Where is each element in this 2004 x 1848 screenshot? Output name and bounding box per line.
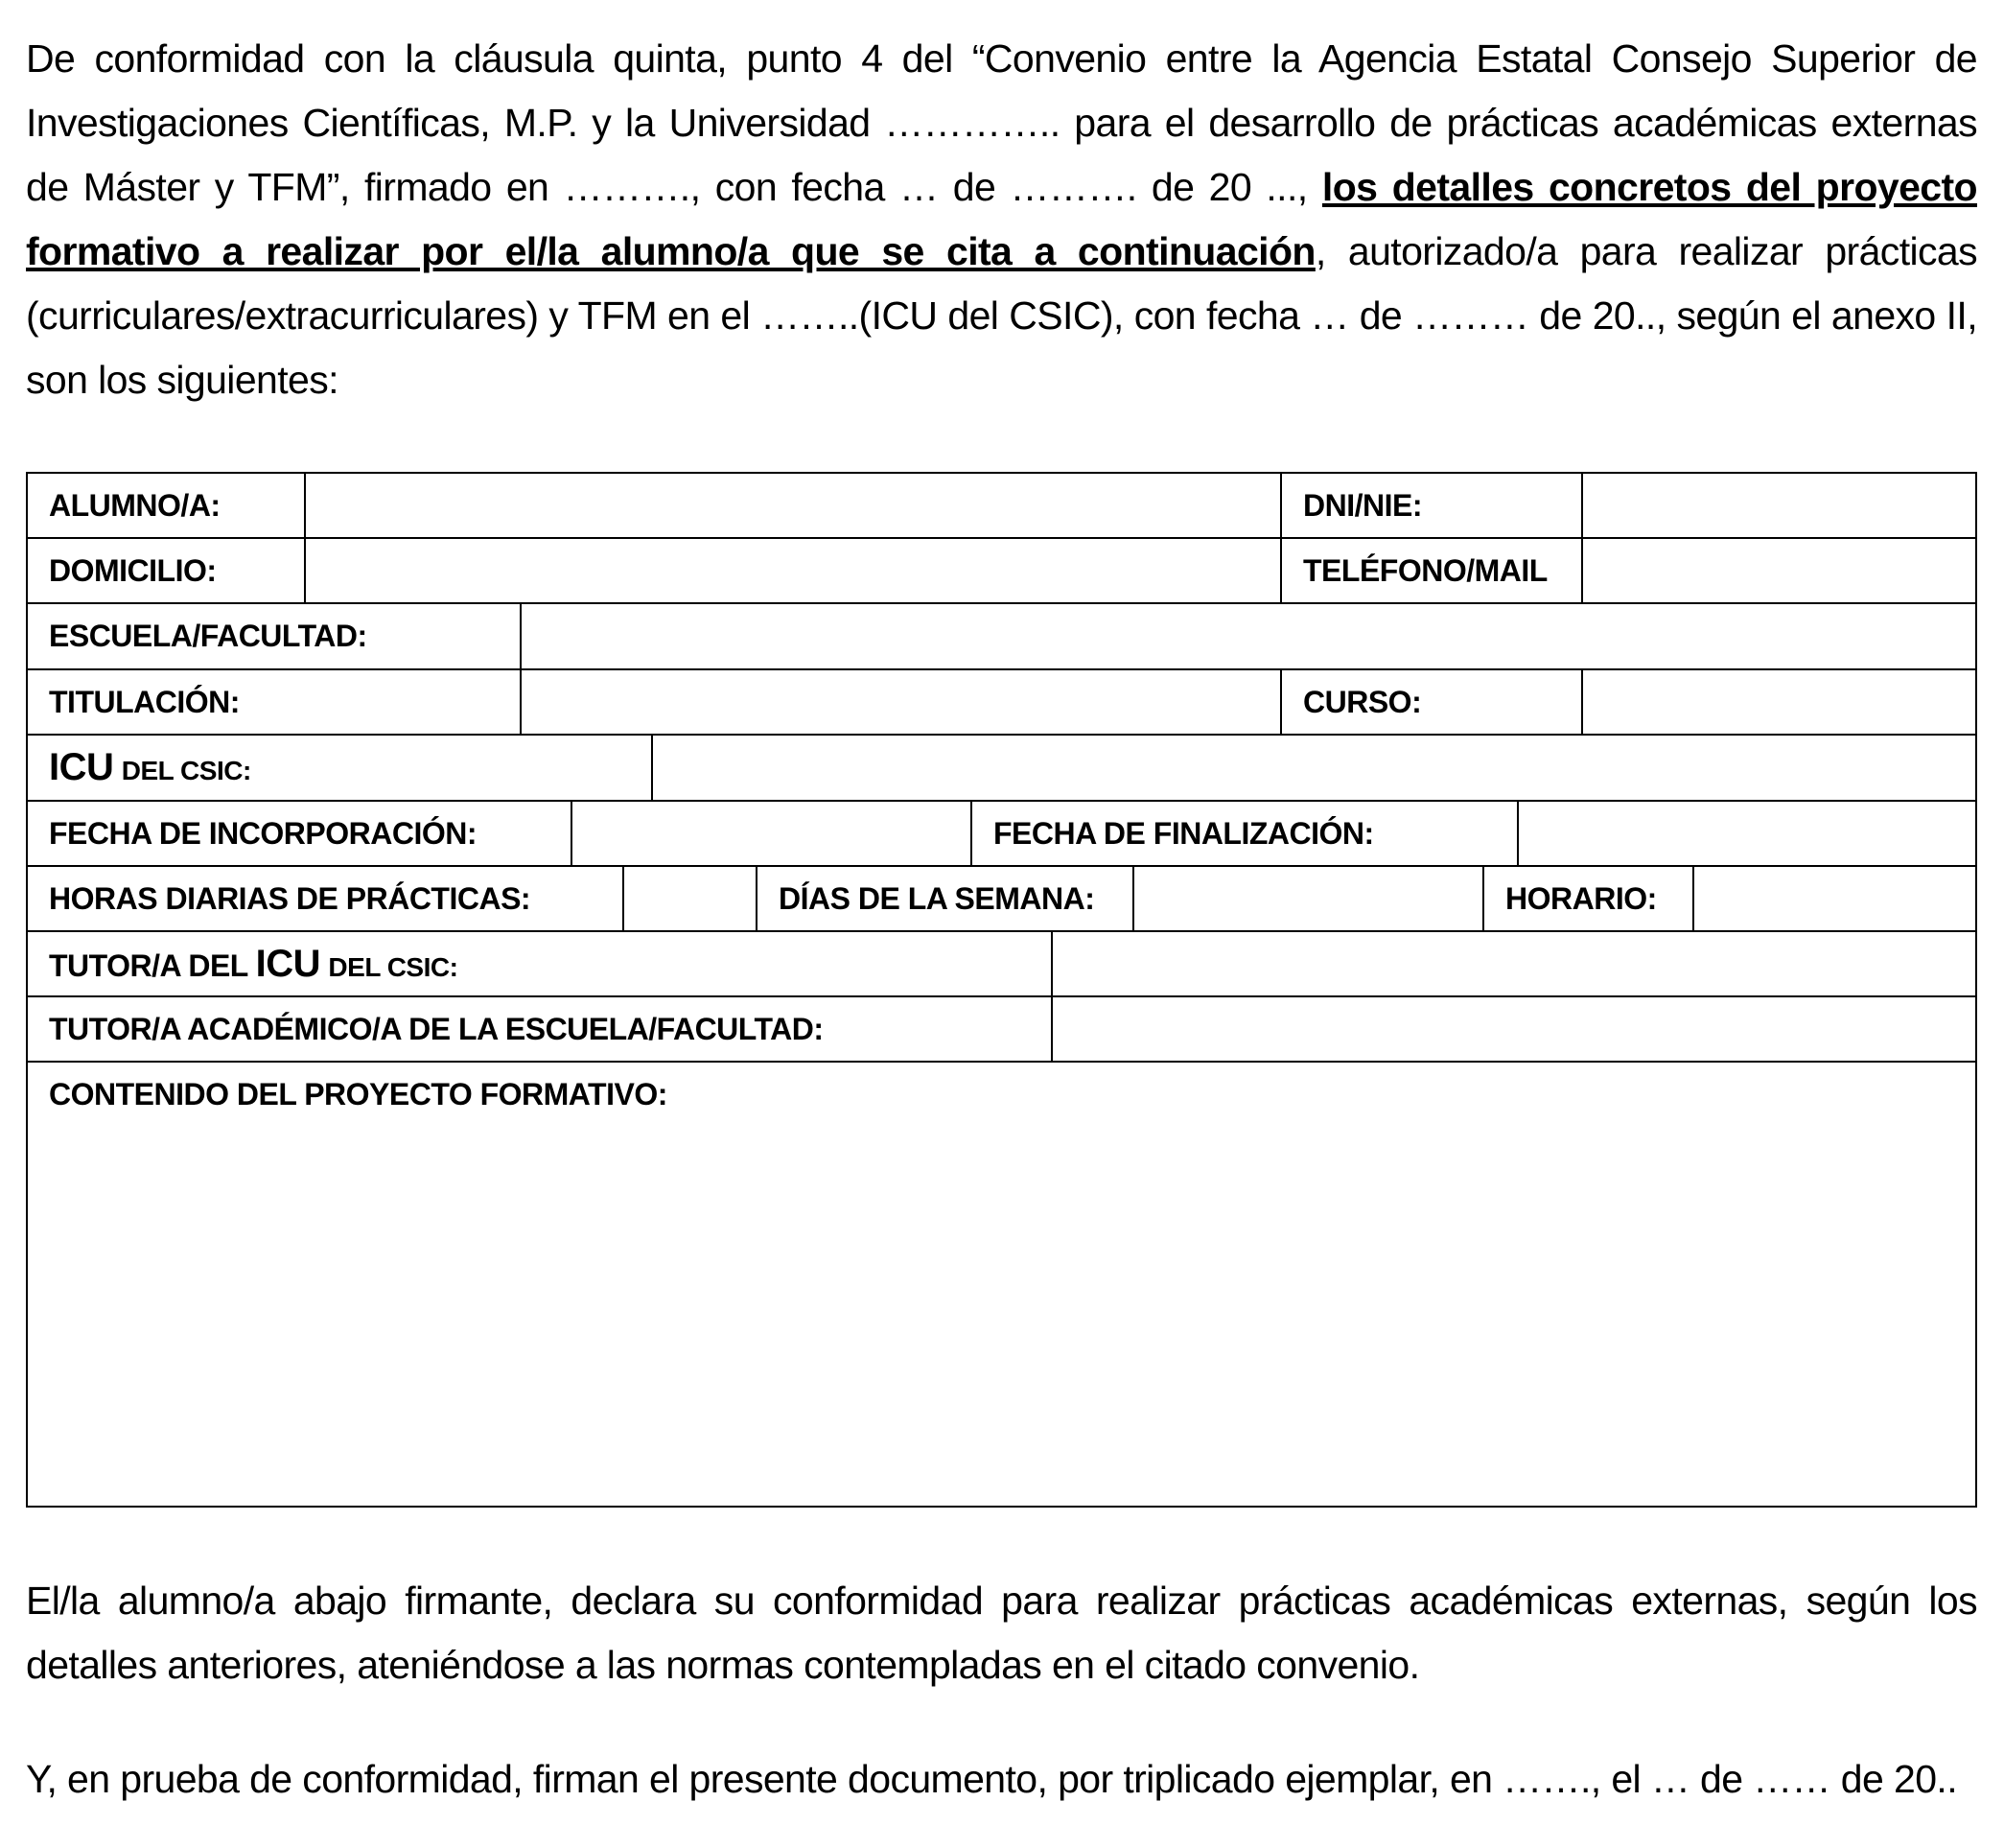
label-tutor-academico: TUTOR/A ACADÉMICO/A DE LA ESCUELA/FACULTAD: (28, 997, 1053, 1061)
field-titulacion[interactable] (522, 670, 1282, 734)
label-tutor-icu-pre: TUTOR/A DEL (49, 948, 248, 983)
intro-paragraph (26, 27, 1977, 412)
field-curso[interactable] (1583, 670, 1975, 734)
row-titulacion (28, 670, 1975, 736)
field-escuela[interactable] (522, 604, 1975, 668)
row-escuela (28, 604, 1975, 670)
row-tutor-icu (28, 932, 1975, 997)
field-icu[interactable] (653, 736, 1975, 800)
label-tutor-icu-post: DEL CSIC: (328, 952, 458, 982)
label-tutor-icu (28, 932, 1053, 995)
label-alumno: ALUMNO/A: (28, 474, 306, 537)
field-contenido[interactable] (28, 1063, 1975, 1506)
row-horas (28, 867, 1975, 932)
label-curso: CURSO: (1282, 670, 1583, 734)
row-domicilio (28, 539, 1975, 604)
row-fechas (28, 802, 1975, 867)
label-telefono: TELÉFONO/MAIL (1282, 539, 1583, 602)
field-horario[interactable] (1694, 867, 1975, 930)
field-domicilio[interactable] (306, 539, 1282, 602)
row-tutor-academico (28, 997, 1975, 1063)
label-escuela: ESCUELA/FACULTAD: (28, 604, 522, 668)
label-horas: HORAS DIARIAS DE PRÁCTICAS: (28, 867, 624, 930)
intro-text-part2: , autorizado/a para realizar prácticas (curriculares/extracurriculares) y TFM en el ……..(ICU del CSIC), con fecha … de ……… de 20.., según el anexo II, son los siguientes: (26, 229, 1977, 402)
field-telefono[interactable] (1583, 539, 1975, 602)
row-alumno (28, 474, 1975, 539)
final-paragraph: Y, en prueba de conformidad, firman el presente documento, por triplicado ejemplar, en ……., el … de …… de 20.. (26, 1757, 1957, 1801)
row-icu (28, 736, 1975, 802)
field-tutor-academico[interactable] (1053, 997, 1975, 1061)
label-horario: HORARIO: (1484, 867, 1694, 930)
intro-text-part1: De conformidad con la cláusula quinta, punto 4 del “Convenio entre la Agencia Estatal Consejo Superior de Investigaciones Científicas, M.P. y la Universidad ………….. para el desarrollo de prácticas académicas externas de Máster y TFM”, firmado en ………., con fecha … de ………. de 20 ..., (26, 36, 1977, 209)
label-icu (28, 736, 653, 800)
field-dni[interactable] (1583, 474, 1975, 537)
label-titulacion: TITULACIÓN: (28, 670, 522, 734)
label-fecha-incorporacion: FECHA DE INCORPORACIÓN: (28, 802, 572, 865)
label-contenido: CONTENIDO DEL PROYECTO FORMATIVO: (49, 1077, 667, 1111)
label-domicilio: DOMICILIO: (28, 539, 306, 602)
label-icu-rest: DEL CSIC: (121, 756, 251, 785)
field-horas[interactable] (624, 867, 757, 930)
label-dias: DÍAS DE LA SEMANA: (757, 867, 1134, 930)
declaration-paragraph: El/la alumno/a abajo firmante, declara su conformidad para realizar prácticas académicas externas, según los detalles anteriores, ateniéndose a las normas contempladas en el citado convenio. (26, 1579, 1977, 1687)
field-alumno[interactable] (306, 474, 1282, 537)
label-tutor-icu-abbr: ICU (255, 943, 321, 985)
field-fecha-finalizacion[interactable] (1519, 802, 1975, 865)
project-form-table (26, 472, 1977, 1508)
label-fecha-finalizacion: FECHA DE FINALIZACIÓN: (972, 802, 1519, 865)
field-fecha-incorporacion[interactable] (572, 802, 972, 865)
field-tutor-icu[interactable] (1053, 932, 1975, 995)
intro-section (26, 27, 1977, 412)
intro-bold-underlined: los detalles concretos del proyecto formativo a realizar por el/la alumno/a que se cita a continuación (26, 165, 1977, 273)
field-dias[interactable] (1134, 867, 1484, 930)
label-icu-abbr: ICU (49, 746, 114, 788)
label-dni: DNI/NIE: (1282, 474, 1583, 537)
